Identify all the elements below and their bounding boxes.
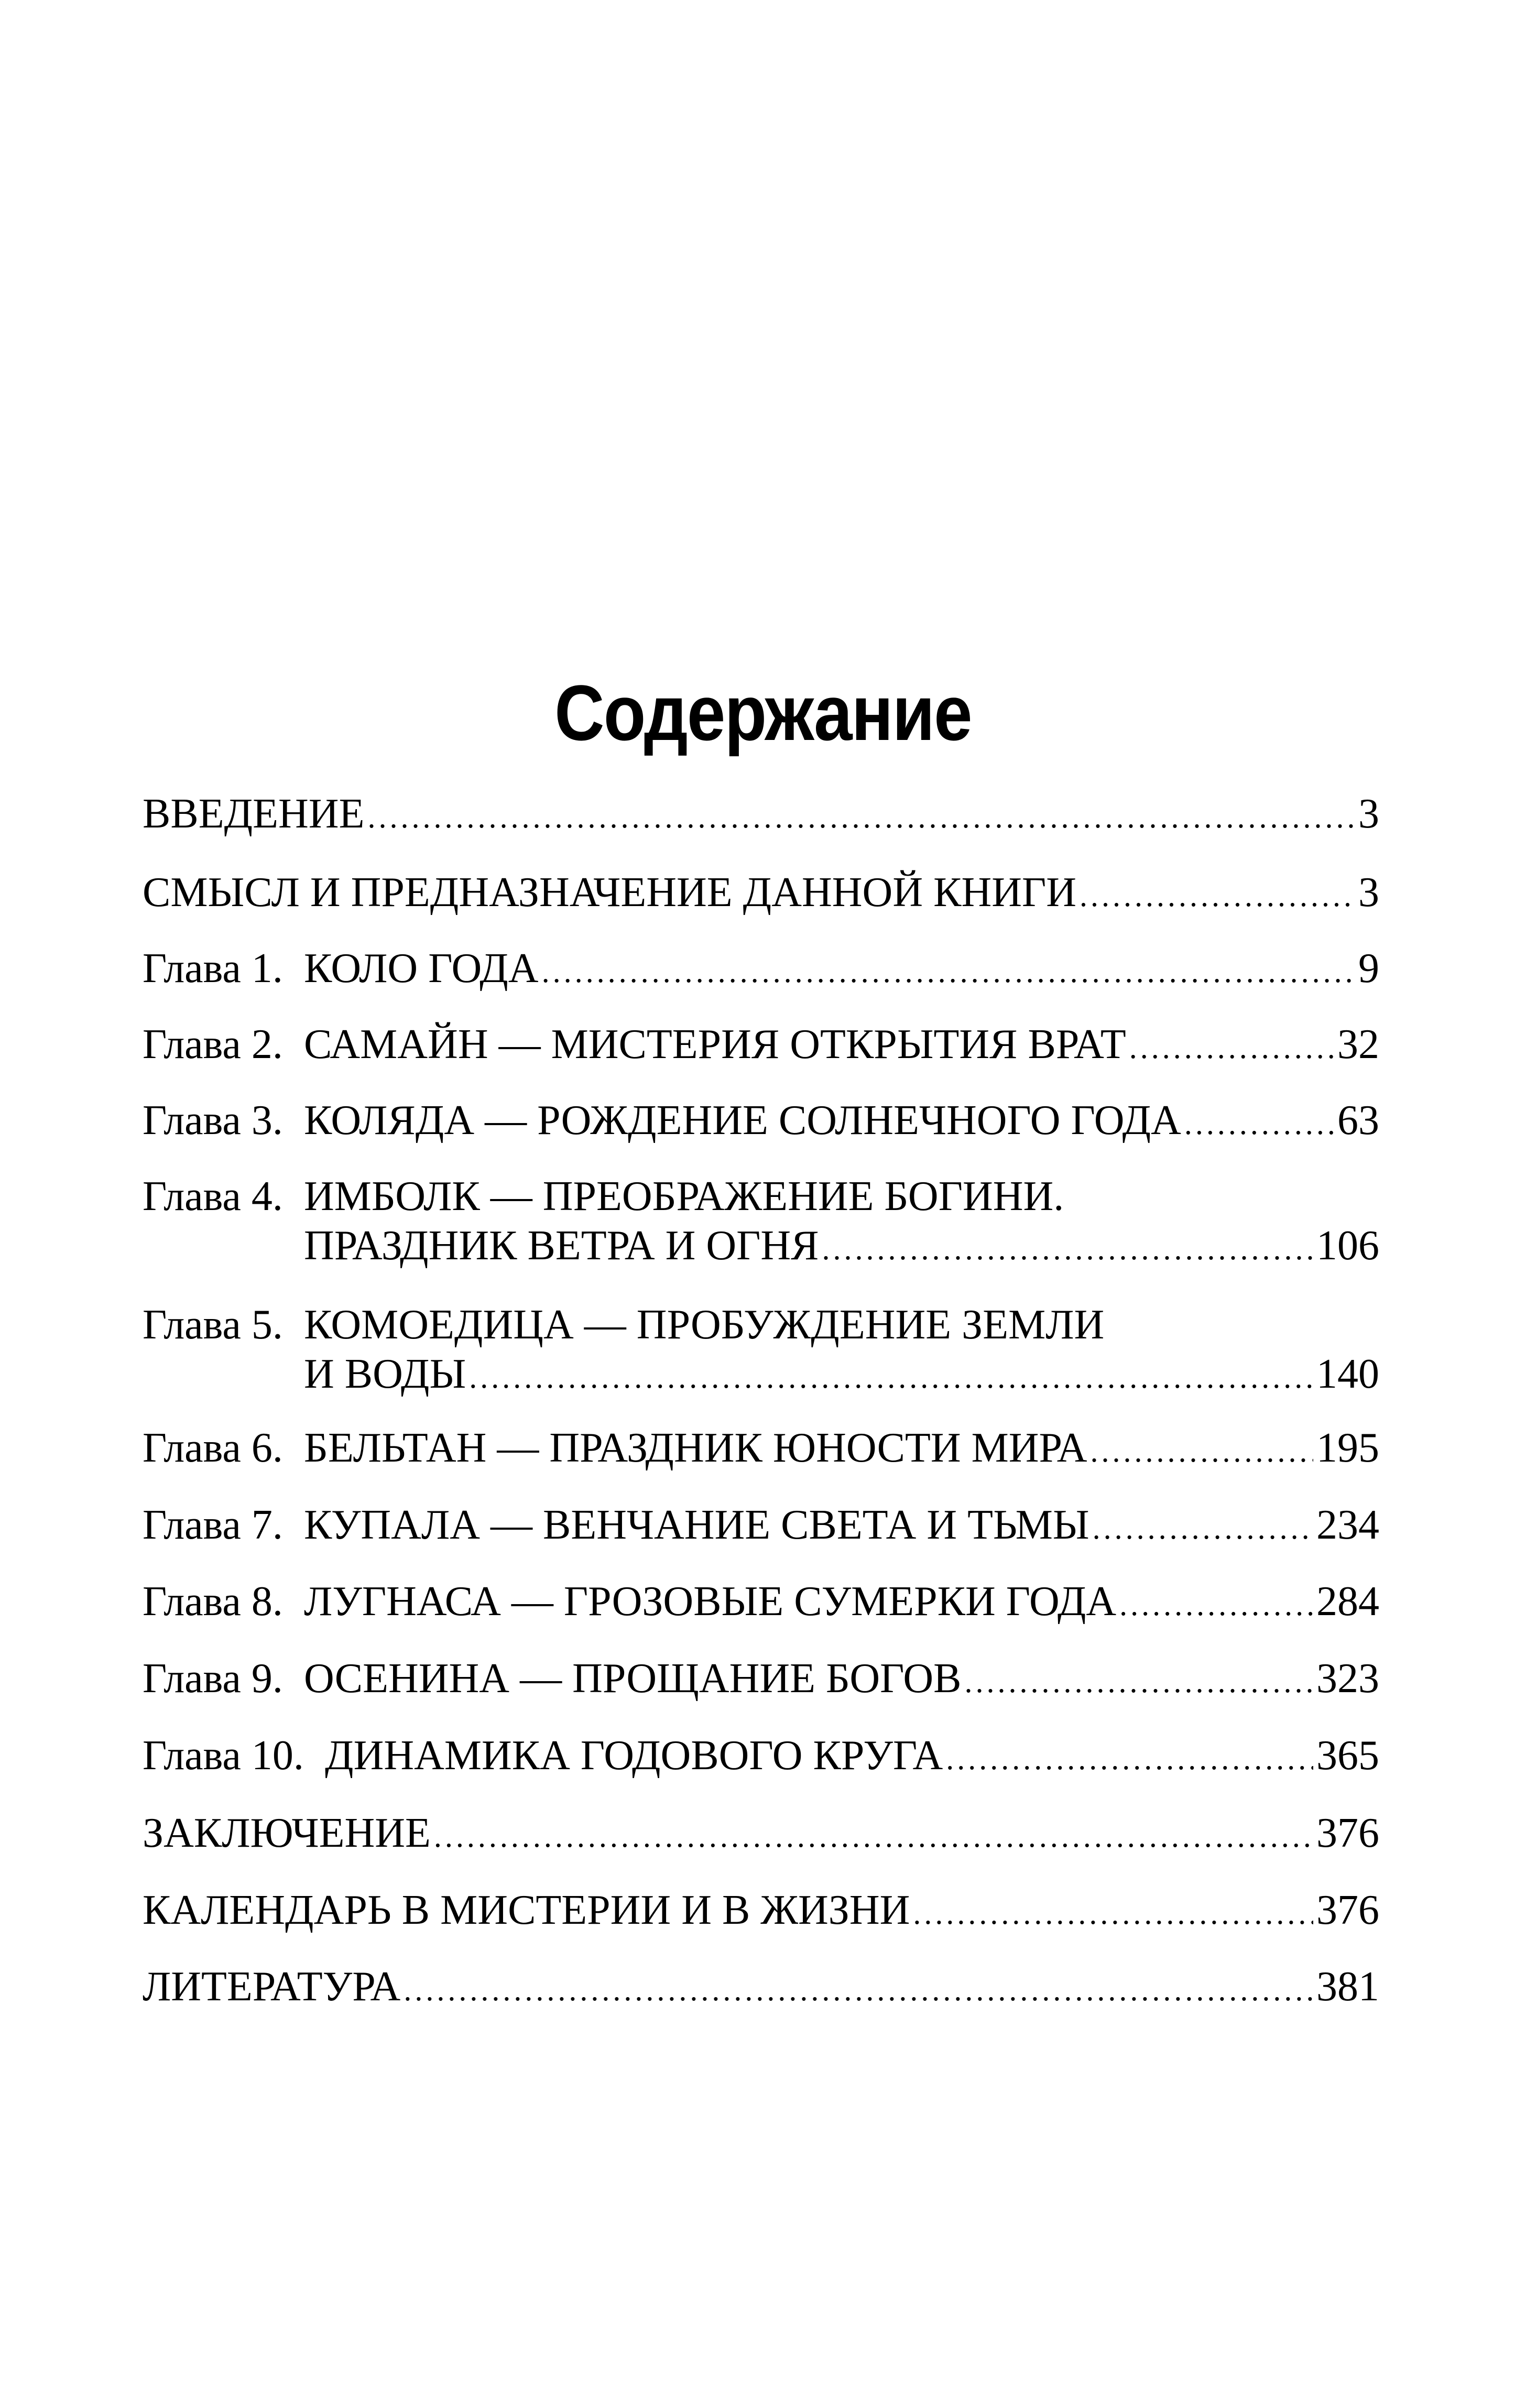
dot-leader: [946, 1734, 1313, 1784]
toc-page-number: 32: [1337, 1021, 1379, 1067]
chapter-number: Глава 2.: [143, 1021, 283, 1067]
toc-entry-title: БЕЛЬТАН — ПРАЗДНИК ЮНОСТИ МИРА: [304, 1425, 1087, 1471]
toc-entry-purpose[interactable]: [143, 867, 1379, 918]
toc-entry-calendar[interactable]: [143, 1885, 1379, 1935]
toc-page-number: 63: [1337, 1097, 1379, 1143]
toc-page-number: 195: [1316, 1425, 1379, 1471]
toc-entry-conclusion[interactable]: [143, 1808, 1379, 1858]
toc-entry-chapter-9[interactable]: [143, 1653, 1379, 1704]
toc-entry-title: ДИНАМИКА ГОДОВОГО КРУГА: [325, 1733, 943, 1779]
dot-leader: [913, 1888, 1313, 1938]
toc-page-number: 234: [1316, 1502, 1379, 1548]
toc-entry-title: КОЛО ГОДА: [304, 945, 539, 991]
toc-entry-chapter-10[interactable]: [143, 1730, 1379, 1781]
toc-entry-chapter-4[interactable]: [143, 1171, 1379, 1271]
chapter-number: Глава 7.: [143, 1502, 283, 1548]
chapter-number: Глава 5.: [143, 1302, 283, 1348]
toc-entry-chapter-7[interactable]: [143, 1500, 1379, 1550]
toc-page-number: 284: [1316, 1578, 1379, 1625]
toc-entry-chapter-2[interactable]: [143, 1019, 1379, 1070]
toc-entry-chapter-1[interactable]: [143, 943, 1379, 994]
toc-entry-title: КУПАЛА — ВЕНЧАНИЕ СВЕТА И ТЬМЫ: [304, 1502, 1089, 1548]
dot-leader: [1080, 870, 1355, 921]
toc-entry-title: КАЛЕНДАРЬ В МИСТЕРИИ И В ЖИЗНИ: [143, 1887, 910, 1933]
toc-entry-title: ЛУГНАСА — ГРОЗОВЫЕ СУМЕРКИ ГОДА: [304, 1578, 1117, 1625]
dot-leader: [1184, 1098, 1334, 1149]
dot-leader: [1119, 1579, 1313, 1630]
chapter-number: Глава 3.: [143, 1097, 283, 1143]
toc-entry-title-continued: ПРАЗДНИК ВЕТРА И ОГНЯ: [304, 1223, 819, 1269]
toc-entry-title: КОМОЕДИЦА — ПРОБУЖДЕНИЕ ЗЕМЛИ: [304, 1302, 1105, 1348]
toc-page-number: 381: [1316, 1964, 1379, 2010]
chapter-number: Глава 8.: [143, 1578, 283, 1625]
dot-leader: [822, 1224, 1313, 1274]
toc-entry-title: КОЛЯДА — РОЖДЕНИЕ СОЛНЕЧНОГО ГОДА: [304, 1097, 1181, 1143]
toc-entry-chapter-5[interactable]: [143, 1300, 1379, 1399]
toc-page-number: 9: [1358, 945, 1379, 991]
toc-entry-title-continued: И ВОДЫ: [304, 1351, 466, 1397]
toc-entry-literature[interactable]: [143, 1962, 1379, 2012]
chapter-number: Глава 1.: [143, 945, 283, 991]
toc-page-number: 140: [1316, 1351, 1379, 1397]
page-title: Содержание: [554, 669, 972, 757]
toc-entry-title: ОСЕНИНА — ПРОЩАНИЕ БОГОВ: [304, 1655, 962, 1702]
toc-page-number: 365: [1316, 1733, 1379, 1779]
dot-leader: [367, 792, 1355, 842]
toc-entry-title: ЛИТЕРАТУРА: [143, 1964, 401, 2010]
toc-page-number: 323: [1316, 1655, 1379, 1702]
chapter-number: Глава 10.: [143, 1733, 304, 1779]
toc-entry-title: ЗАКЛЮЧЕНИЕ: [143, 1810, 431, 1856]
dot-leader: [965, 1657, 1313, 1707]
toc-entry-title: САМАЙН — МИСТЕРИЯ ОТКРЫТИЯ ВРАТ: [304, 1021, 1126, 1067]
toc-entry-chapter-6[interactable]: [143, 1423, 1379, 1473]
dot-leader: [1129, 1022, 1334, 1073]
toc-entry-title: ИМБОЛК — ПРЕОБРАЖЕНИЕ БОГИНИ.: [304, 1173, 1064, 1219]
chapter-number: Глава 6.: [143, 1425, 283, 1471]
toc-entry-title: ВВЕДЕНИЕ: [143, 791, 365, 837]
dot-leader: [434, 1811, 1313, 1861]
dot-leader: [404, 1965, 1313, 2015]
toc-entry-chapter-8[interactable]: [143, 1576, 1379, 1627]
toc-page-number: 376: [1316, 1887, 1379, 1933]
toc-page-number: 3: [1358, 791, 1379, 837]
dot-leader: [542, 946, 1355, 997]
dot-leader: [1091, 1426, 1313, 1476]
chapter-number: Глава 4.: [143, 1173, 283, 1219]
dot-leader: [469, 1352, 1313, 1402]
toc-entry-title: СМЫСЛ И ПРЕДНАЗНАЧЕНИЕ ДАННОЙ КНИГИ: [143, 869, 1077, 916]
table-of-contents: [143, 0, 1379, 2408]
toc-entry-introduction[interactable]: [143, 789, 1379, 839]
toc-page-number: 3: [1358, 869, 1379, 916]
chapter-number: Глава 9.: [143, 1655, 283, 1702]
toc-page-number: 376: [1316, 1810, 1379, 1856]
toc-page-number: 106: [1316, 1223, 1379, 1269]
toc-entry-chapter-3[interactable]: [143, 1095, 1379, 1146]
dot-leader: [1093, 1503, 1313, 1553]
